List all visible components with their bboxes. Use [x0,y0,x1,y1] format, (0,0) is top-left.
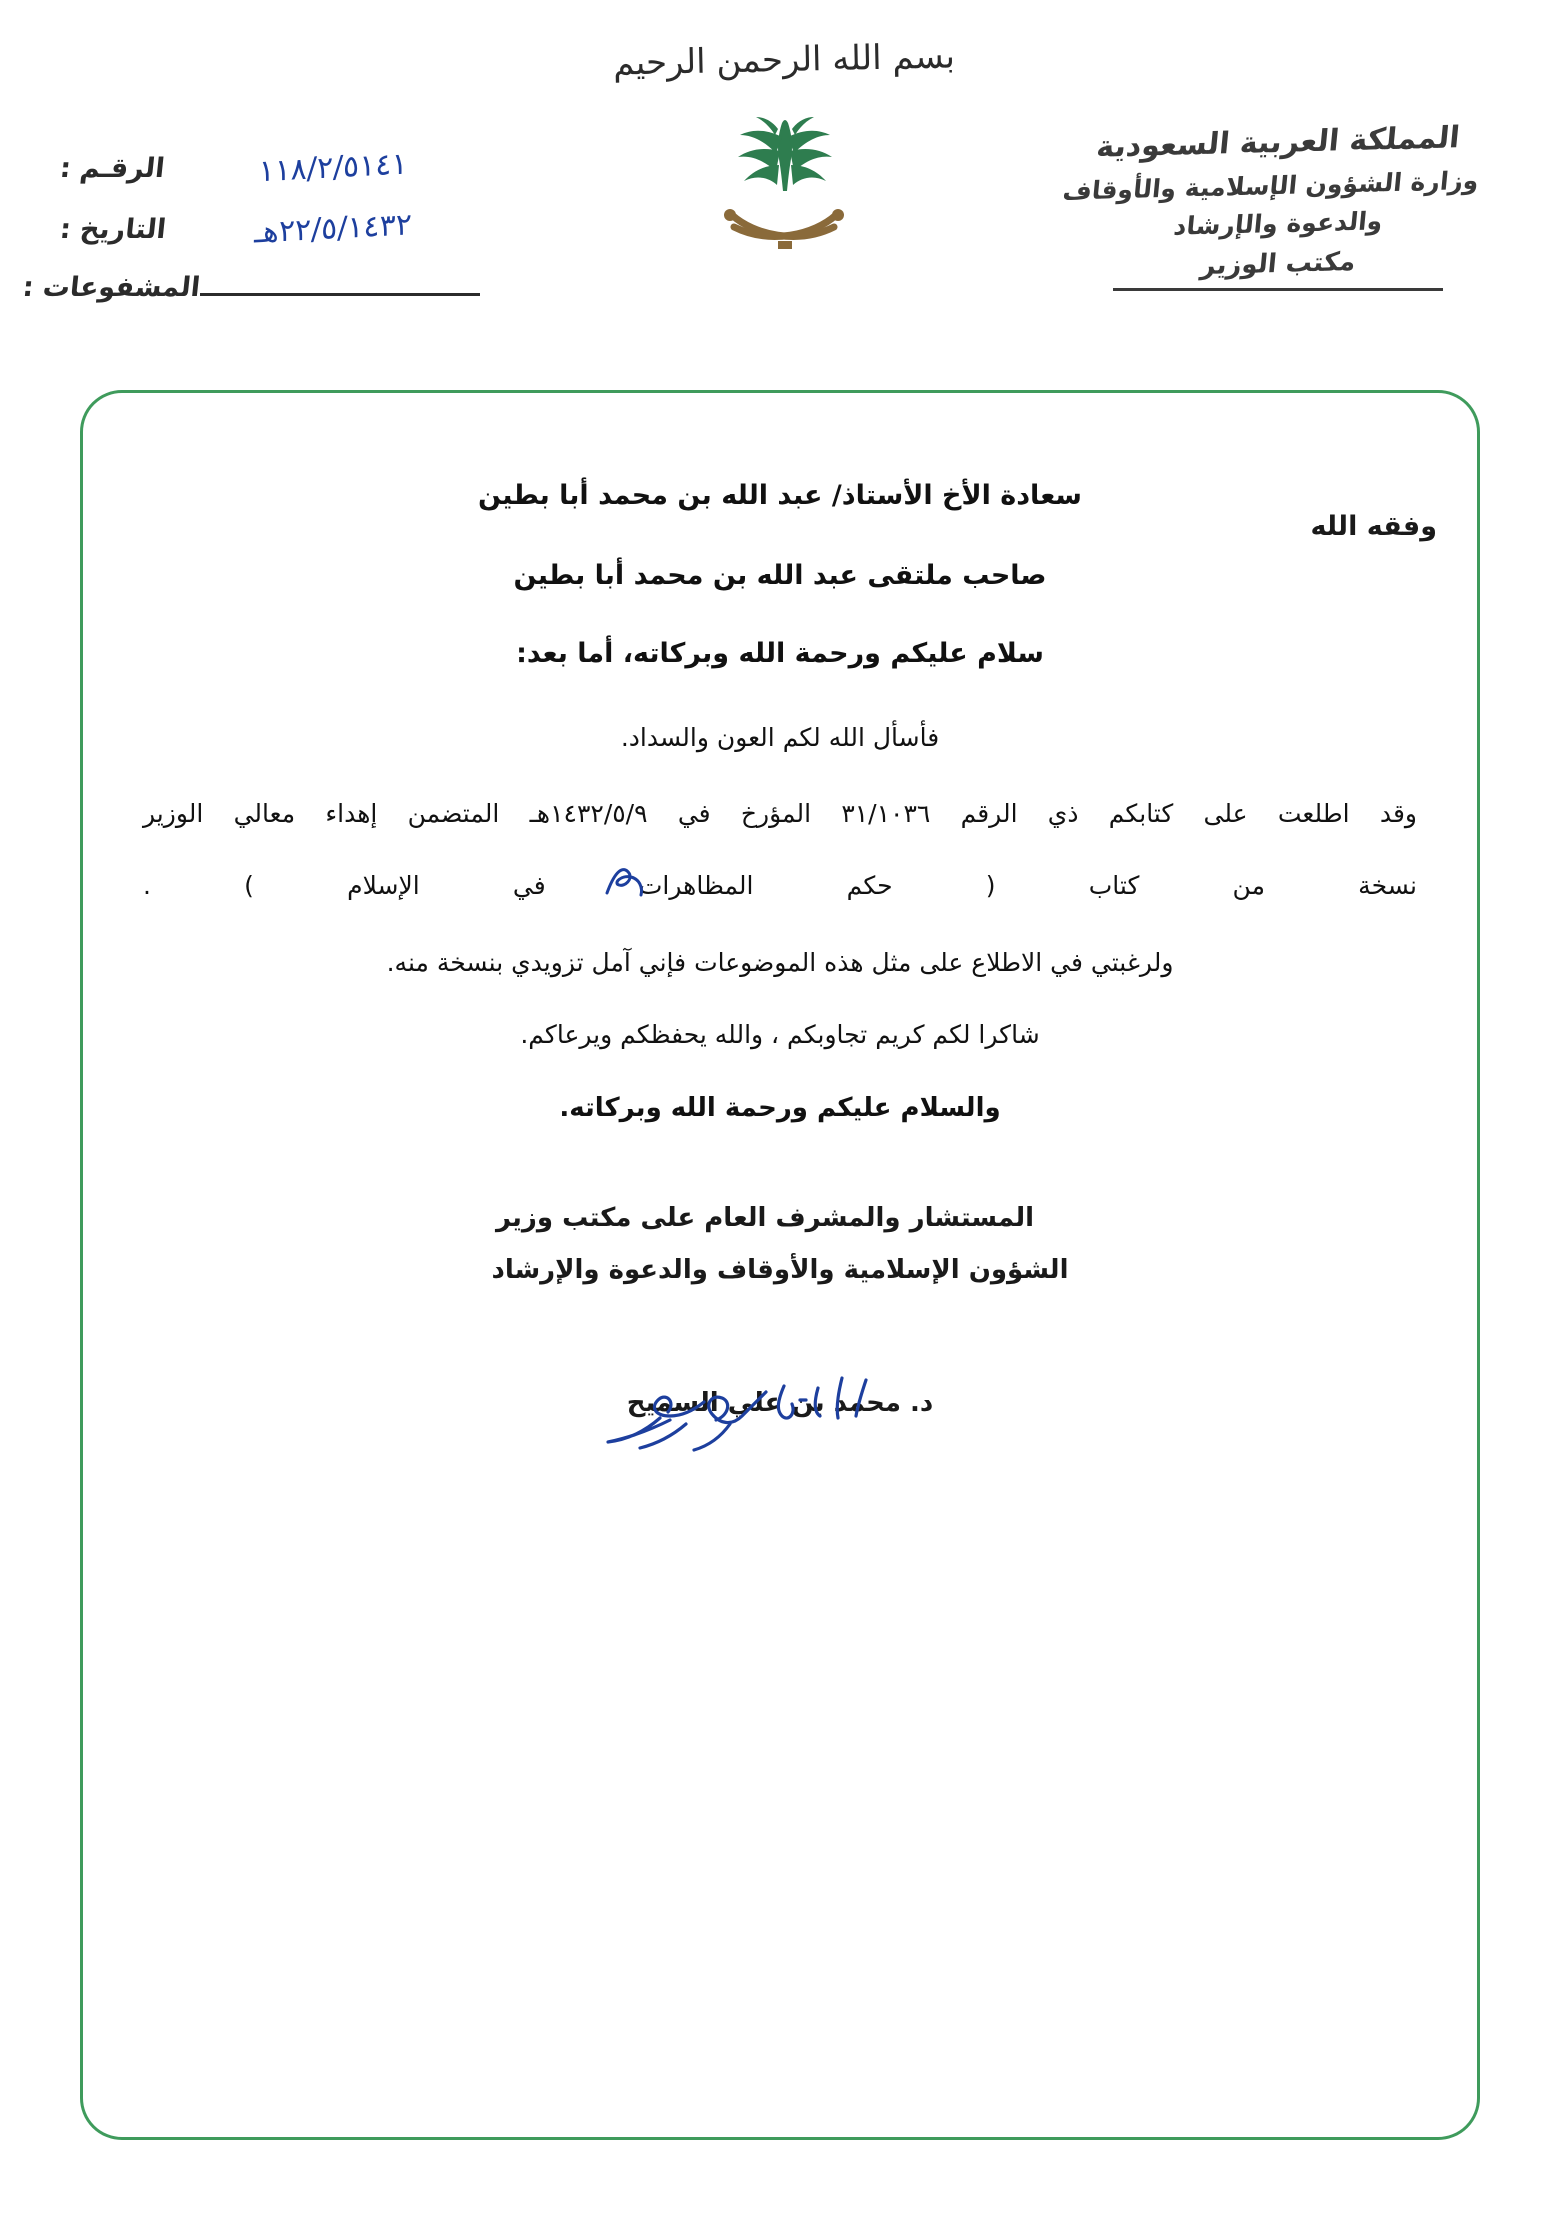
paragraph-2: وقد اطلعت على كتابكم ذي الرقم ٣١/١٠٣٦ المؤرخ في ١٤٣٢/٥/٩هـ المتضمن إهداء معالي الوزير [143,799,1417,829]
signer-name: د. محمد بن علي السميح [626,1388,934,1419]
signature-title-line-1: المستشار والمشرف العام على مكتب وزير [496,1203,1034,1234]
reference-attachments-value [200,291,480,296]
signature-title-line-2: الشؤون الإسلامية والأوقاف والدعوة والإرشاد [491,1255,1069,1286]
reference-number-row [58,146,480,190]
closing: والسلام عليكم ورحمة الله وبركاته. [559,1093,1001,1124]
ministry-heading [1061,120,1481,291]
paragraph-3: نسخة من كتاب ( حكم المظاهرات في الإسلام ) . [143,871,1417,901]
signature-title [143,1192,1417,1296]
ministry-line-1: المملكة العربية السعودية [1094,120,1462,165]
reference-date-row [58,207,480,251]
ministry-line-3: والدعوة والإرشاد [1172,206,1384,241]
paragraph-4: ولرغبتي في الاطلاع على مثل هذه الموضوعات فإني آمل تزويدي بنسخة منه. [386,947,1174,977]
saudi-emblem-icon [694,95,874,275]
reference-date-label: التاريخ : [58,214,168,245]
reference-number-label: الرقـم : [58,153,167,184]
letter-body [143,453,1417,1418]
reference-number-value: ١١٨/٢/٥١٤١ [258,146,408,190]
ministry-line-4: مكتب الوزير [1199,246,1357,282]
letter-frame [80,390,1480,2140]
reference-attachments-label: المشفوعات : [21,272,202,303]
reference-fields [21,146,480,333]
paragraph-1: فأسأل الله لكم العون والسداد. [620,722,940,752]
basmala: بسم الله الرحمن الرحيم [612,36,956,84]
ministry-divider [1113,288,1443,291]
salutation: سعادة الأخ الأستاذ/ عبد الله بن محمد أبا بطين [478,480,1082,511]
ministry-line-2: وزارة الشؤون الإسلامية والأوقاف [1061,165,1481,206]
greeting: سلام عليكم ورحمة الله وبركاته، أما بعد: [516,637,1044,669]
reference-date-value: ٢٢/٥/١٤٣٢هـ [253,207,413,251]
paragraph-5: شاكرا لكم كريم تجاوبكم ، والله يحفظكم ويرعاكم. [520,1019,1040,1049]
side-note: وفقه الله [1310,511,1437,542]
reference-attachments-row [21,272,480,306]
recipient-title: صاحب ملتقى عبد الله بن محمد أبا بطين [513,559,1047,591]
